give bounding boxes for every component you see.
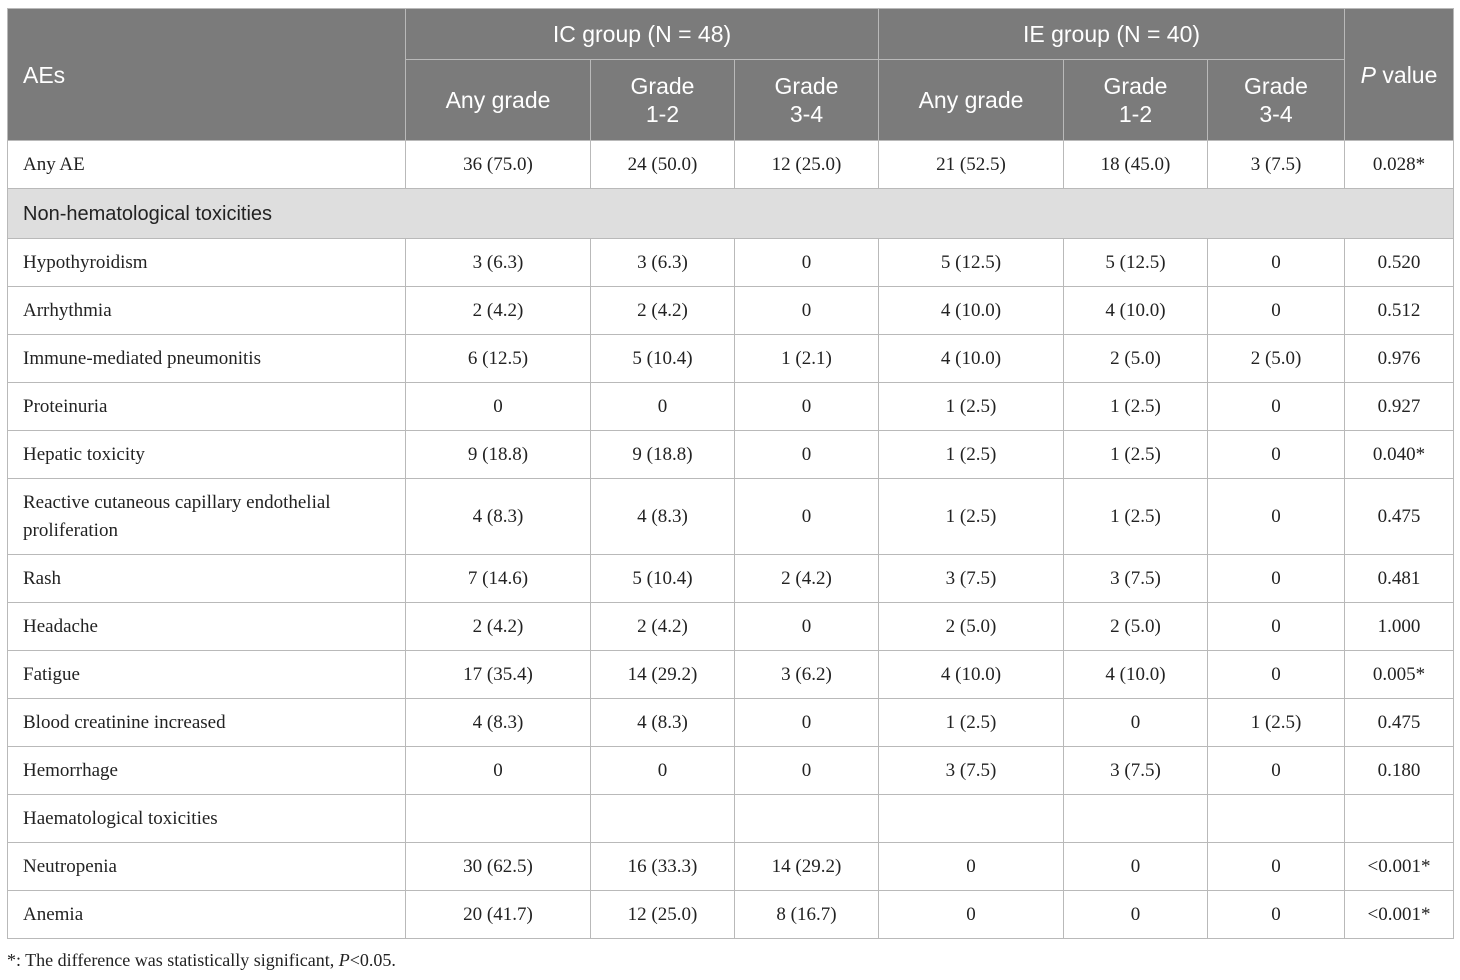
cell-ic-any [406, 795, 591, 843]
cell-ic-g12: 4 (8.3) [591, 699, 735, 747]
cell-ic-g12: 4 (8.3) [591, 479, 735, 555]
cell-name: Arrhythmia [8, 287, 406, 335]
cell-ic-g12: 3 (6.3) [591, 239, 735, 287]
header-ie-any-grade: Any grade [879, 60, 1064, 141]
adverse-events-table [7, 8, 1454, 939]
cell-ie-g12: 18 (45.0) [1064, 141, 1208, 189]
cell-ie-g12: 1 (2.5) [1064, 479, 1208, 555]
cell-ie-any: 1 (2.5) [879, 431, 1064, 479]
cell-ie-g34: 0 [1208, 287, 1345, 335]
cell-name: Headache [8, 603, 406, 651]
table-body [8, 141, 1454, 939]
cell-ie-any: 3 (7.5) [879, 747, 1064, 795]
cell-ie-any [879, 795, 1064, 843]
cell-ie-any: 4 (10.0) [879, 335, 1064, 383]
cell-ic-g34: 0 [735, 603, 879, 651]
cell-p: 0.976 [1345, 335, 1454, 383]
header-ie-grade-3-4 [1208, 60, 1345, 141]
header-ic-group: IC group (N = 48) [406, 9, 879, 60]
section-label: Non-hematological toxicities [8, 189, 1454, 239]
cell-ie-any: 2 (5.0) [879, 603, 1064, 651]
grade-word: Grade [1103, 73, 1168, 99]
cell-ic-any: 0 [406, 383, 591, 431]
table-row [8, 431, 1454, 479]
cell-ie-g12: 0 [1064, 891, 1208, 939]
cell-ic-g34: 0 [735, 383, 879, 431]
cell-ie-any: 0 [879, 843, 1064, 891]
cell-ic-g34: 12 (25.0) [735, 141, 879, 189]
grade-word: Grade [630, 73, 695, 99]
cell-ic-g12: 12 (25.0) [591, 891, 735, 939]
cell-ie-any: 0 [879, 891, 1064, 939]
grade-range: 3-4 [789, 101, 824, 127]
cell-ic-any: 4 (8.3) [406, 699, 591, 747]
cell-ic-g34: 0 [735, 479, 879, 555]
cell-p: <0.001* [1345, 891, 1454, 939]
cell-ie-g12: 3 (7.5) [1064, 747, 1208, 795]
cell-ic-g12: 14 (29.2) [591, 651, 735, 699]
cell-ic-any: 4 (8.3) [406, 479, 591, 555]
cell-ic-any: 17 (35.4) [406, 651, 591, 699]
table-row [8, 335, 1454, 383]
cell-ie-g34: 2 (5.0) [1208, 335, 1345, 383]
cell-ic-g12: 16 (33.3) [591, 843, 735, 891]
cell-ie-g12: 1 (2.5) [1064, 431, 1208, 479]
table-row [8, 603, 1454, 651]
footnote [7, 950, 396, 971]
header-aes: AEs [8, 9, 406, 141]
grade-range: 1-2 [645, 101, 680, 127]
section-row [8, 189, 1454, 239]
cell-ic-g12: 5 (10.4) [591, 335, 735, 383]
cell-ie-g12: 2 (5.0) [1064, 335, 1208, 383]
cell-ic-g34: 0 [735, 239, 879, 287]
cell-p: 0.475 [1345, 699, 1454, 747]
cell-ic-g12: 5 (10.4) [591, 555, 735, 603]
cell-name: Rash [8, 555, 406, 603]
cell-ic-g12: 2 (4.2) [591, 603, 735, 651]
cell-ic-g34: 1 (2.1) [735, 335, 879, 383]
table-row [8, 383, 1454, 431]
cell-ie-any: 1 (2.5) [879, 479, 1064, 555]
cell-ic-any: 36 (75.0) [406, 141, 591, 189]
cell-ic-g12: 2 (4.2) [591, 287, 735, 335]
cell-p: 0.475 [1345, 479, 1454, 555]
cell-ie-g12: 4 (10.0) [1064, 287, 1208, 335]
cell-ie-g34: 1 (2.5) [1208, 699, 1345, 747]
cell-ie-g12: 1 (2.5) [1064, 383, 1208, 431]
cell-ic-g12: 24 (50.0) [591, 141, 735, 189]
cell-ie-g34: 0 [1208, 651, 1345, 699]
table-row [8, 795, 1454, 843]
cell-p: 0.005* [1345, 651, 1454, 699]
table-row [8, 555, 1454, 603]
cell-ic-g34: 2 (4.2) [735, 555, 879, 603]
header-ie-group: IE group (N = 40) [879, 9, 1345, 60]
cell-ie-g34: 0 [1208, 479, 1345, 555]
cell-ie-g12: 4 (10.0) [1064, 651, 1208, 699]
cell-ie-any: 4 (10.0) [879, 651, 1064, 699]
footnote-text: *: The difference was statistically significant, [7, 950, 339, 970]
cell-ie-any: 1 (2.5) [879, 699, 1064, 747]
cell-name: Immune-mediated pneumonitis [8, 335, 406, 383]
cell-ie-g12: 2 (5.0) [1064, 603, 1208, 651]
cell-p: 0.040* [1345, 431, 1454, 479]
cell-ie-g12: 0 [1064, 699, 1208, 747]
table-row [8, 891, 1454, 939]
cell-p: 0.512 [1345, 287, 1454, 335]
header-ie-grade-1-2 [1064, 60, 1208, 141]
cell-ic-any: 2 (4.2) [406, 603, 591, 651]
cell-ic-g34: 0 [735, 699, 879, 747]
grade-range: 3-4 [1259, 101, 1293, 127]
header-p-value [1345, 9, 1454, 141]
cell-ic-g34: 8 (16.7) [735, 891, 879, 939]
cell-ic-g34: 0 [735, 287, 879, 335]
footnote-italic: P [338, 950, 350, 970]
cell-ic-any: 3 (6.3) [406, 239, 591, 287]
cell-name: Hypothyroidism [8, 239, 406, 287]
cell-p: 0.028* [1345, 141, 1454, 189]
cell-ie-g34 [1208, 795, 1345, 843]
cell-p: 1.000 [1345, 603, 1454, 651]
footnote-suffix: <0.05. [349, 950, 396, 970]
grade-word: Grade [774, 73, 839, 99]
cell-ie-any: 5 (12.5) [879, 239, 1064, 287]
cell-p: 0.481 [1345, 555, 1454, 603]
cell-ie-any: 1 (2.5) [879, 383, 1064, 431]
cell-ic-g12 [591, 795, 735, 843]
p-rest: value [1376, 62, 1438, 88]
table-row [8, 287, 1454, 335]
cell-ie-g34: 0 [1208, 383, 1345, 431]
cell-ic-g12: 0 [591, 747, 735, 795]
cell-ic-any: 20 (41.7) [406, 891, 591, 939]
p-italic: P [1360, 62, 1377, 88]
cell-ie-g34: 0 [1208, 747, 1345, 795]
cell-name: Hepatic toxicity [8, 431, 406, 479]
cell-ie-g34: 3 (7.5) [1208, 141, 1345, 189]
cell-name: Blood creatinine increased [8, 699, 406, 747]
table-row [8, 479, 1454, 555]
table-row [8, 141, 1454, 189]
cell-ic-g34: 3 (6.2) [735, 651, 879, 699]
cell-ic-g34: 14 (29.2) [735, 843, 879, 891]
cell-ie-g34: 0 [1208, 555, 1345, 603]
cell-ie-g12: 0 [1064, 843, 1208, 891]
cell-ic-any: 7 (14.6) [406, 555, 591, 603]
cell-ic-g12: 0 [591, 383, 735, 431]
cell-ie-g34: 0 [1208, 239, 1345, 287]
table-row [8, 747, 1454, 795]
cell-ic-g34 [735, 795, 879, 843]
header-ic-grade-3-4 [735, 60, 879, 141]
cell-ie-g34: 0 [1208, 603, 1345, 651]
table-row [8, 651, 1454, 699]
cell-p [1345, 795, 1454, 843]
cell-p: 0.927 [1345, 383, 1454, 431]
cell-ie-any: 3 (7.5) [879, 555, 1064, 603]
grade-word: Grade [1244, 73, 1308, 99]
cell-ic-any: 30 (62.5) [406, 843, 591, 891]
header-ic-any-grade: Any grade [406, 60, 591, 141]
cell-ie-g34: 0 [1208, 431, 1345, 479]
cell-ic-g12: 9 (18.8) [591, 431, 735, 479]
cell-ic-g34: 0 [735, 431, 879, 479]
table-row [8, 843, 1454, 891]
grade-range: 1-2 [1118, 101, 1153, 127]
cell-ie-any: 4 (10.0) [879, 287, 1064, 335]
cell-name: Neutropenia [8, 843, 406, 891]
table-row [8, 239, 1454, 287]
cell-name: Anemia [8, 891, 406, 939]
cell-name: Haematological toxicities [8, 795, 406, 843]
cell-p: 0.520 [1345, 239, 1454, 287]
cell-ie-g12: 5 (12.5) [1064, 239, 1208, 287]
cell-name: Reactive cutaneous capillary endothelial proliferation [8, 479, 406, 555]
cell-name: Fatigue [8, 651, 406, 699]
cell-p: <0.001* [1345, 843, 1454, 891]
cell-name: Any AE [8, 141, 406, 189]
cell-ie-g12 [1064, 795, 1208, 843]
cell-p: 0.180 [1345, 747, 1454, 795]
cell-ic-any: 2 (4.2) [406, 287, 591, 335]
cell-ie-g12: 3 (7.5) [1064, 555, 1208, 603]
cell-ic-any: 6 (12.5) [406, 335, 591, 383]
cell-ie-any: 21 (52.5) [879, 141, 1064, 189]
cell-ic-g34: 0 [735, 747, 879, 795]
cell-name: Proteinuria [8, 383, 406, 431]
cell-ic-any: 9 (18.8) [406, 431, 591, 479]
cell-ie-g34: 0 [1208, 843, 1345, 891]
cell-name: Hemorrhage [8, 747, 406, 795]
cell-ic-any: 0 [406, 747, 591, 795]
table-row [8, 699, 1454, 747]
header-ic-grade-1-2 [591, 60, 735, 141]
cell-ie-g34: 0 [1208, 891, 1345, 939]
